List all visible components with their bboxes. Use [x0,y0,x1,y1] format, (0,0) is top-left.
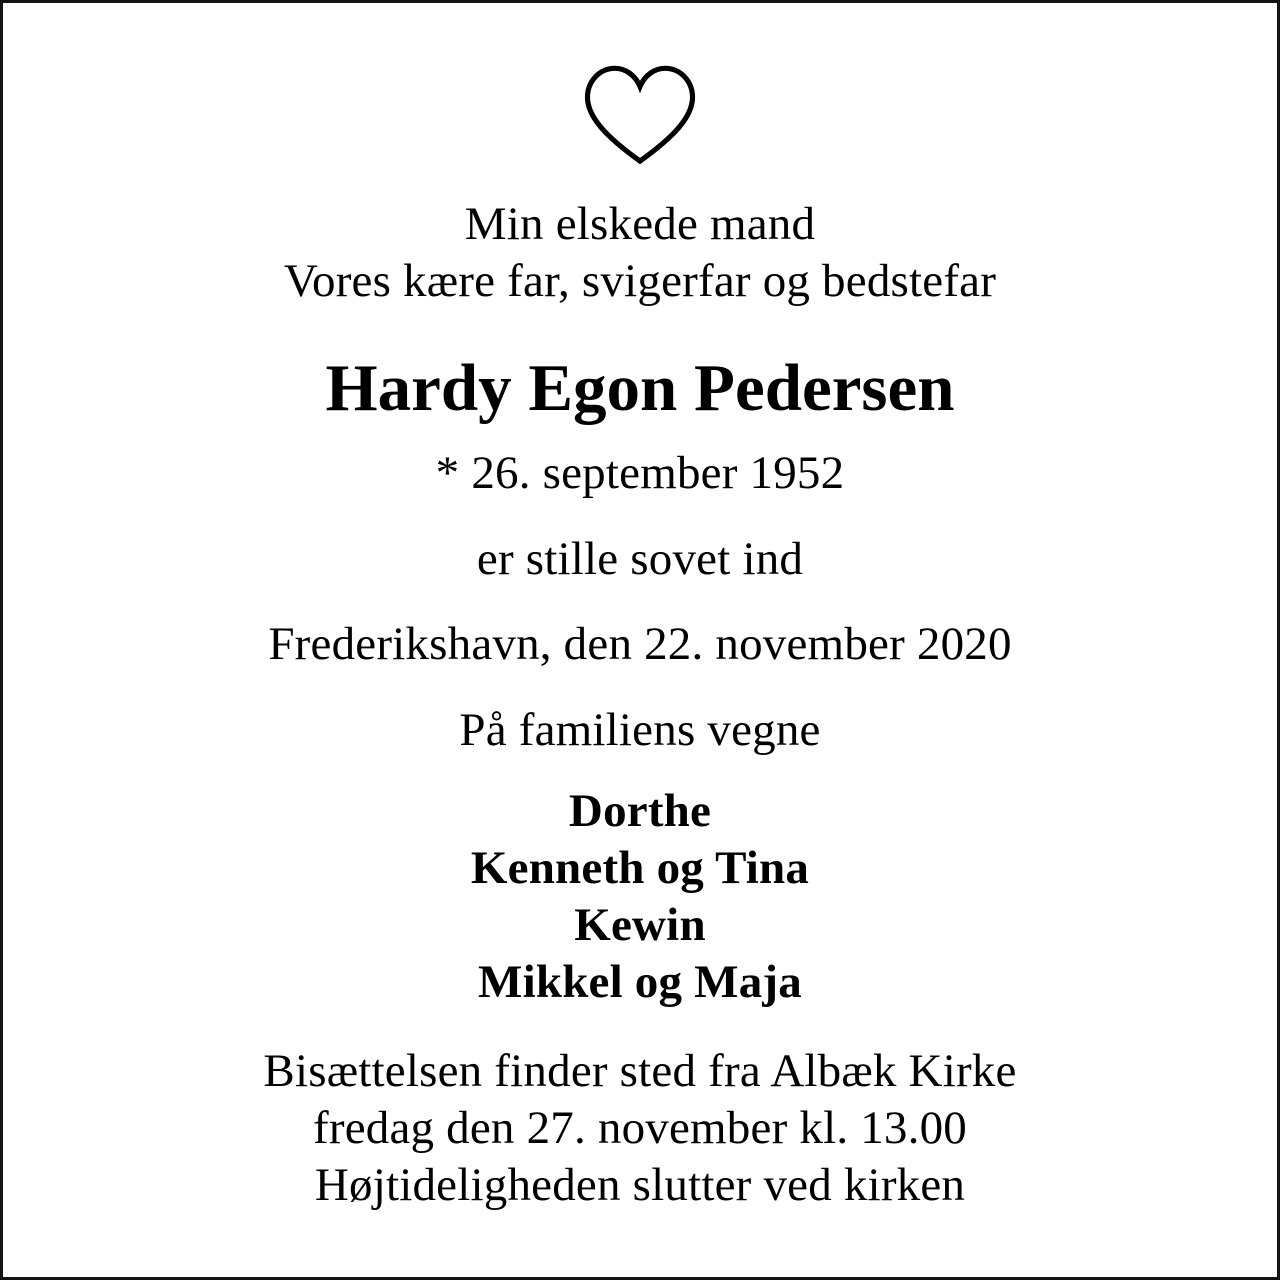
family-name: Kenneth og Tina [470,842,810,894]
place-date-line: Frederikshavn, den 22. november 2020 [268,618,1012,670]
heart-icon [581,60,699,168]
ceremony-block [3,1043,1277,1214]
ceremony-line-3: Højtideligheden slutter ved kirken [314,1159,966,1211]
ceremony-line-1: Bisættelsen finder sted fra Albæk Kirke [263,1045,1017,1097]
intro-line-1: Min elskede mand [464,198,816,250]
ceremony-line-2: fredag den 27. november kl. 13.00 [313,1102,967,1154]
intro-line-2: Vores kære far, svigerfar og bedstefar [283,255,997,307]
on-behalf-line: På familiens vegne [459,704,821,756]
deceased-name: Hardy Egon Pedersen [325,351,955,425]
family-name: Dorthe [568,785,712,837]
family-name: Kewin [574,899,706,951]
birth-date-line: * 26. september 1952 [435,447,845,499]
death-phrase-line: er stille sovet ind [476,533,804,585]
family-names-block [3,783,1277,1011]
intro-block [3,196,1277,310]
family-name: Mikkel og Maja [478,956,802,1008]
